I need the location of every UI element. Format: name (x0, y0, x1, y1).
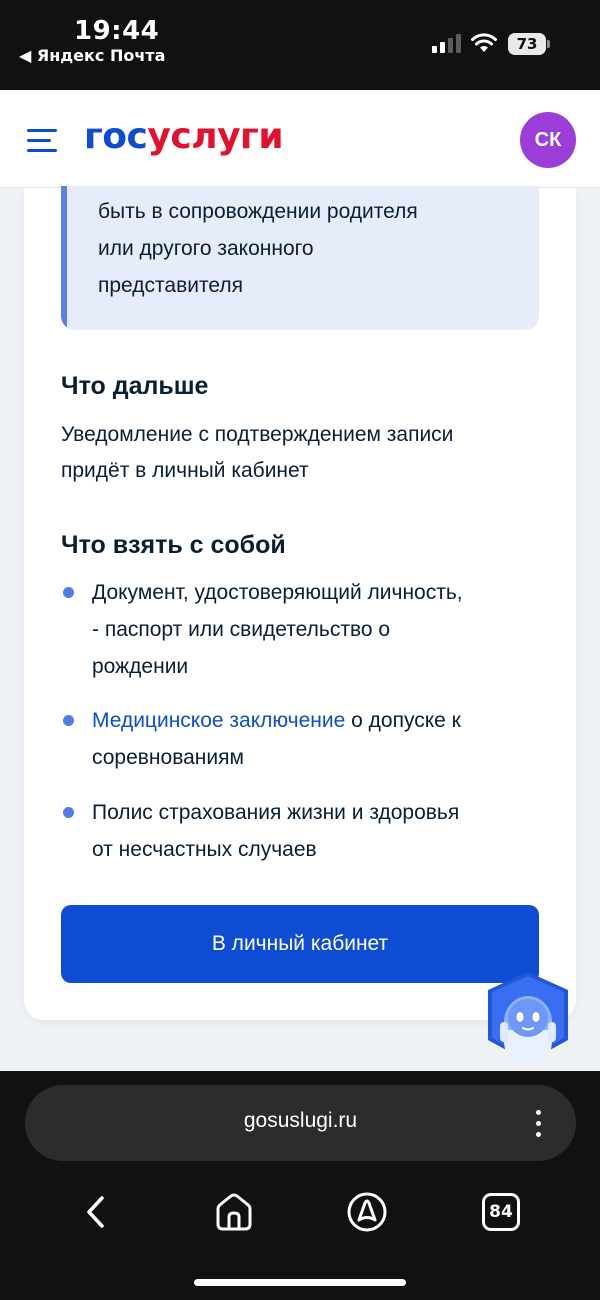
bullet-dot (63, 807, 74, 818)
assistant-robot-icon[interactable] (482, 970, 574, 1068)
browser-toolbar (0, 1071, 600, 1300)
bring-item-medical (92, 709, 461, 733)
bring-item-insurance: от несчастных случаев (92, 838, 317, 861)
cellular-signal-icon (432, 33, 462, 53)
bring-heading: Что взять с собой (61, 531, 286, 559)
battery-icon (508, 33, 550, 55)
more-options-icon[interactable] (533, 1109, 545, 1139)
tabs-counter-icon[interactable]: 84 (482, 1193, 520, 1231)
notice-line: быть в сопровождении родителя (98, 200, 418, 223)
home-indicator (194, 1279, 406, 1286)
bring-item-id-document: рождении (92, 655, 189, 678)
next-steps-text: придёт в личный кабинет (61, 459, 309, 482)
bullet-dot (63, 715, 74, 726)
bring-item-insurance: Полис страхования жизни и здоровья (92, 801, 460, 824)
bullet-dot (63, 587, 74, 598)
bring-item-id-document: - паспорт или свидетельство о (92, 618, 391, 641)
medical-certificate-link[interactable]: Медицинское заключение (92, 709, 346, 732)
app-header (0, 90, 600, 188)
url-text: gosuslugi.ru (243, 1109, 358, 1132)
alice-assistant-icon[interactable] (346, 1191, 388, 1233)
notice-box (61, 186, 539, 330)
notice-line: представителя (98, 274, 243, 297)
status-bar (0, 0, 600, 90)
back-arrow-icon[interactable] (76, 1191, 118, 1233)
back-to-app-link[interactable]: ◀ Яндекс Почта (19, 46, 166, 65)
wifi-icon (470, 32, 498, 54)
menu-icon[interactable] (27, 127, 57, 153)
battery-level: 73 (508, 33, 546, 55)
user-avatar[interactable]: СК (520, 112, 576, 168)
notice-accent-bar (61, 186, 67, 330)
home-icon[interactable] (213, 1191, 255, 1233)
logo-part-gos: гос (84, 116, 148, 157)
notice-line: или другого законного (98, 237, 314, 260)
bring-item-id-document: Документ, удостоверяющий личность, (92, 581, 463, 604)
logo-part-uslugi: услуги (147, 116, 284, 157)
next-steps-heading: Что дальше (61, 372, 209, 400)
next-steps-text: Уведомление с подтверждением записи (61, 423, 454, 446)
personal-cabinet-button[interactable]: В личный кабинет (61, 905, 539, 983)
status-time: 19:44 (74, 16, 160, 46)
gosuslugi-logo[interactable] (84, 116, 283, 157)
booking-confirmation-card (24, 188, 576, 1020)
bring-item-medical-text: о допуске к (345, 709, 461, 732)
address-bar[interactable] (25, 1085, 576, 1161)
bring-item-medical: соревнованиям (92, 746, 244, 769)
